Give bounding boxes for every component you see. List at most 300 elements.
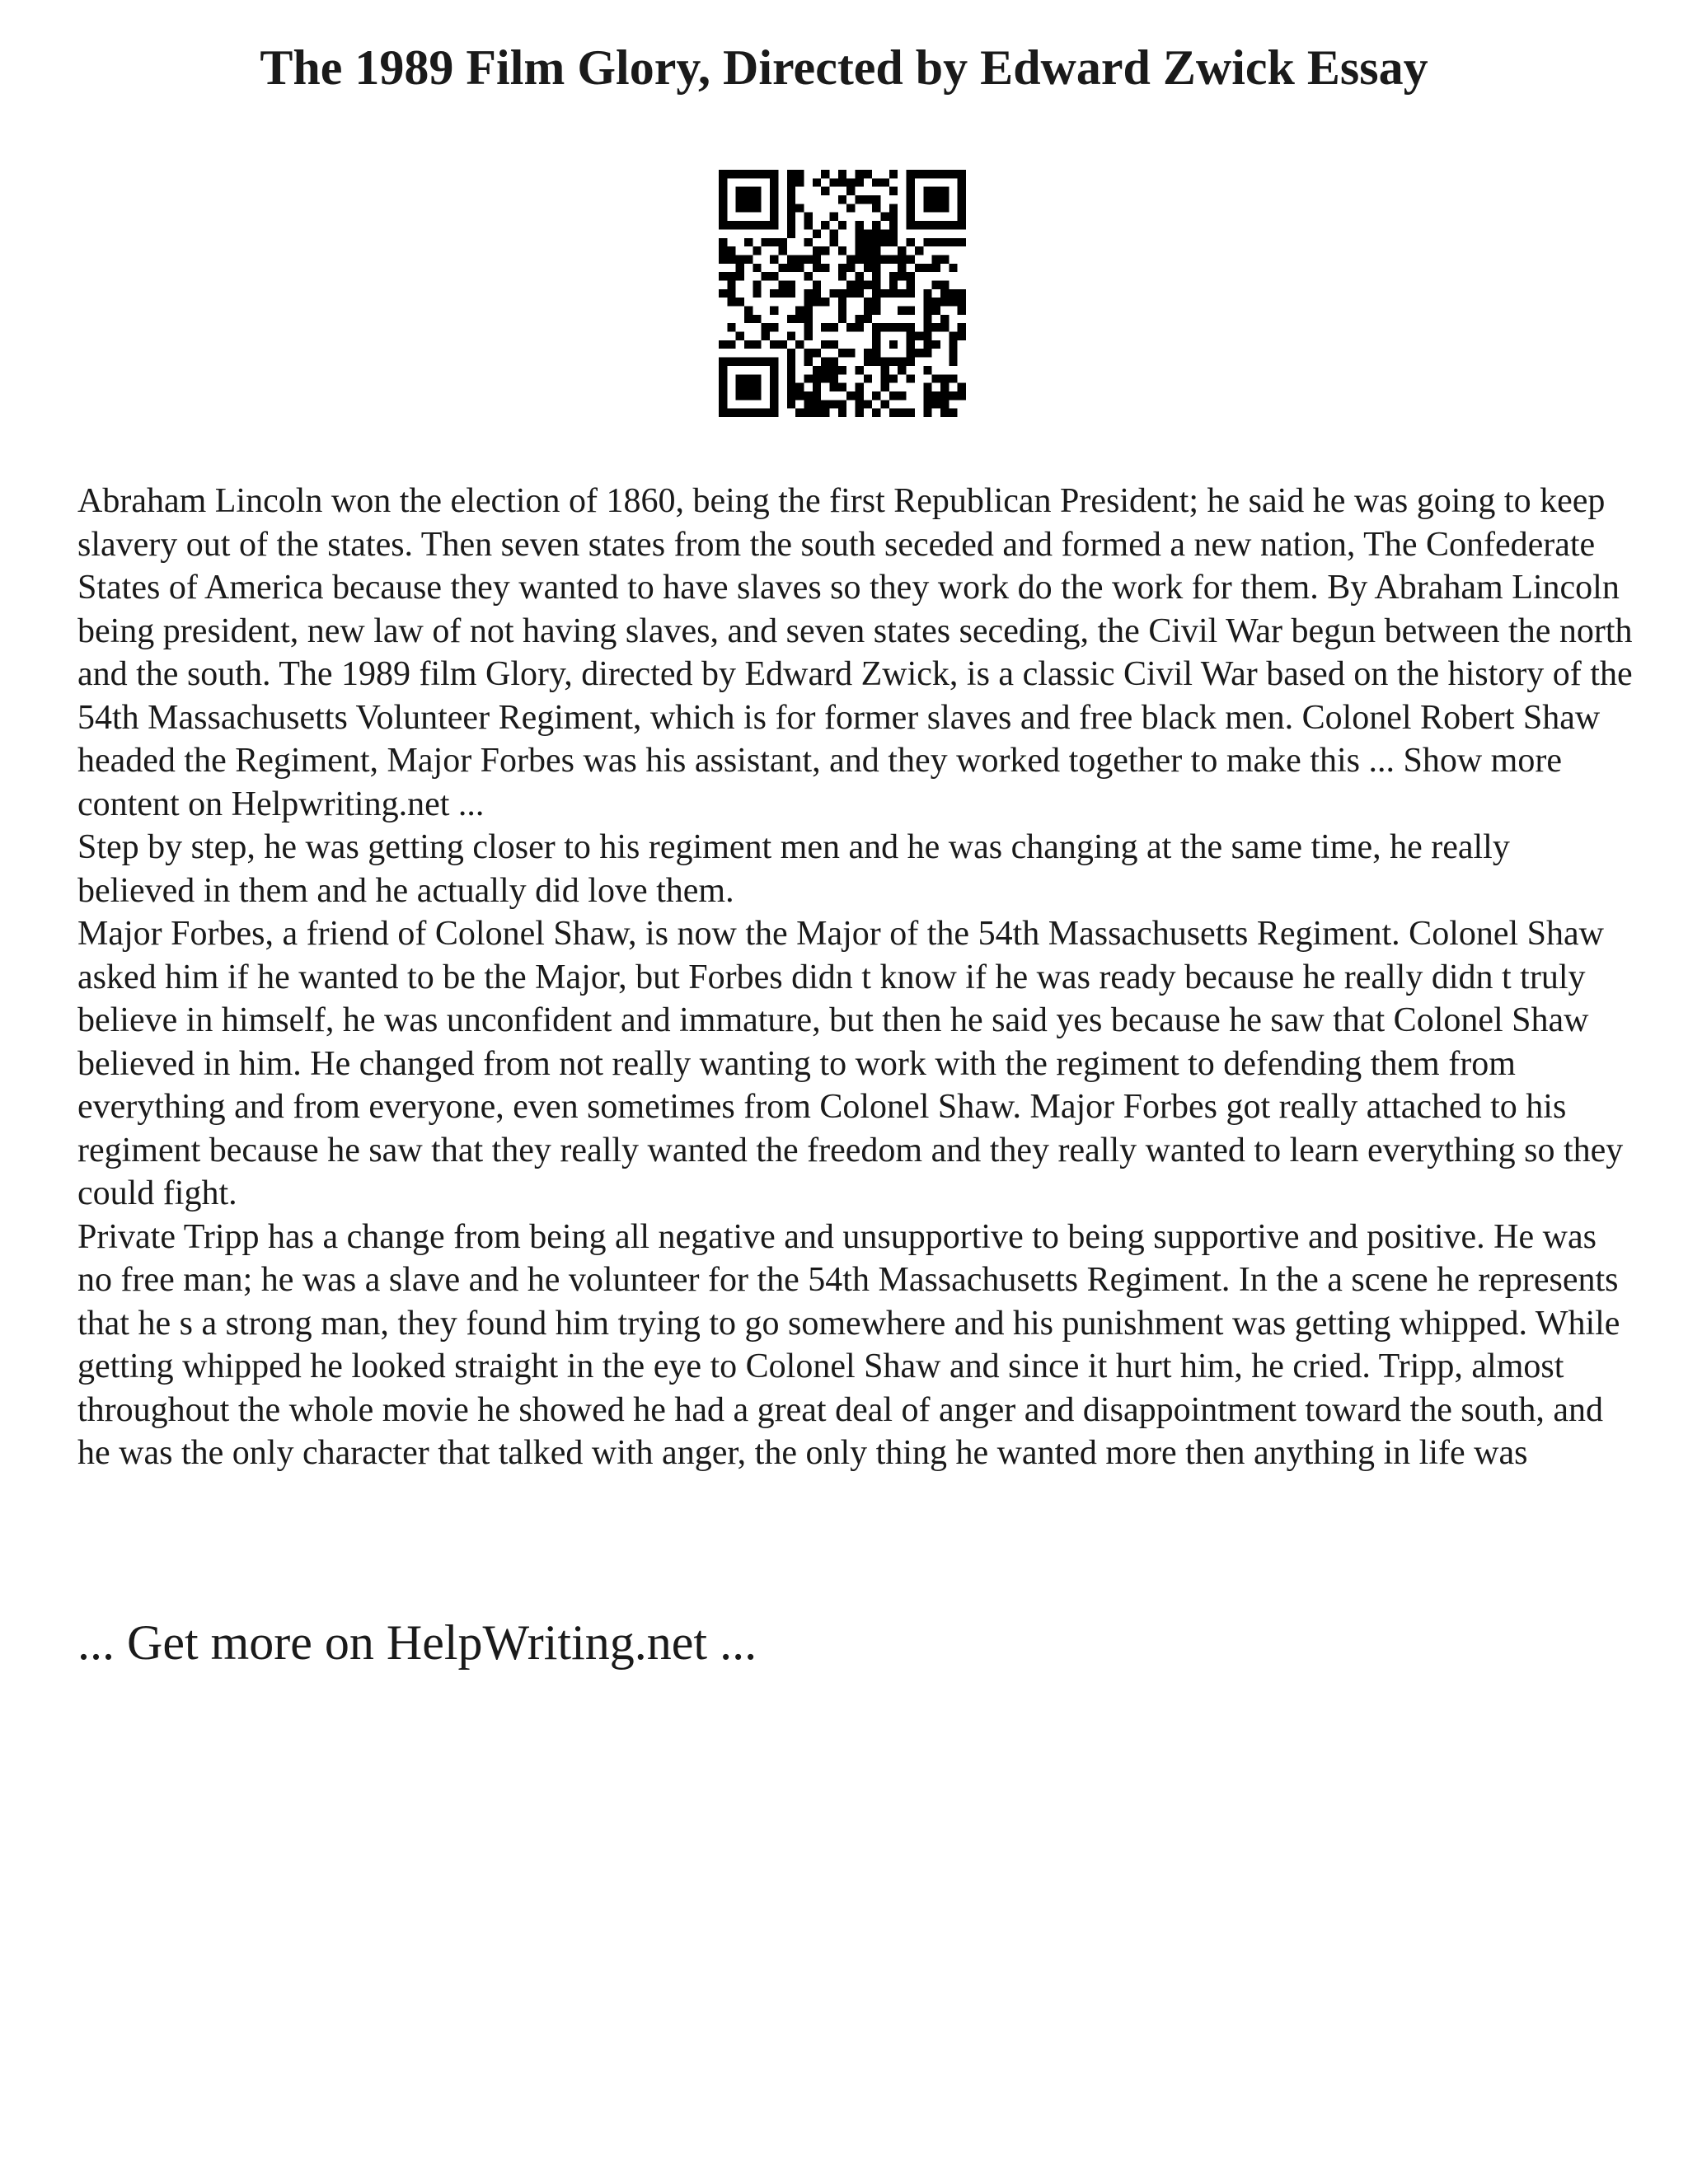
qr-module bbox=[829, 213, 837, 221]
qr-module bbox=[770, 178, 778, 186]
qr-module bbox=[881, 383, 889, 391]
qr-module bbox=[736, 221, 744, 229]
qr-module bbox=[813, 246, 821, 255]
qr-module bbox=[881, 238, 889, 246]
qr-module bbox=[821, 400, 829, 408]
qr-module bbox=[719, 391, 727, 400]
qr-module bbox=[958, 289, 966, 298]
qr-module bbox=[787, 264, 795, 272]
qr-module bbox=[864, 246, 872, 255]
qr-module bbox=[864, 280, 872, 288]
qr-module bbox=[838, 246, 846, 255]
qr-module bbox=[856, 400, 864, 408]
qr-module bbox=[778, 246, 786, 255]
qr-module bbox=[923, 409, 931, 417]
qr-module bbox=[856, 315, 864, 323]
qr-module bbox=[907, 170, 915, 178]
qr-module bbox=[846, 391, 855, 400]
qr-module bbox=[719, 195, 727, 204]
qr-module bbox=[744, 255, 753, 263]
qr-module bbox=[795, 340, 804, 349]
qr-module bbox=[898, 366, 906, 374]
qr-module bbox=[889, 221, 898, 229]
qr-module bbox=[719, 238, 727, 246]
qr-module bbox=[838, 298, 846, 306]
qr-module bbox=[787, 374, 795, 382]
qr-module bbox=[821, 323, 829, 331]
qr-module bbox=[787, 391, 795, 400]
qr-module bbox=[898, 307, 906, 315]
qr-module bbox=[744, 187, 753, 195]
qr-module bbox=[719, 187, 727, 195]
qr-module bbox=[753, 315, 761, 323]
qr-module bbox=[898, 409, 906, 417]
qr-module bbox=[770, 289, 778, 298]
qr-module bbox=[753, 374, 761, 382]
qr-module bbox=[864, 255, 872, 263]
qr-module bbox=[907, 349, 915, 357]
qr-module bbox=[762, 332, 770, 340]
qr-module bbox=[881, 255, 889, 263]
qr-module bbox=[881, 400, 889, 408]
qr-module bbox=[770, 255, 778, 263]
qr-module bbox=[736, 204, 744, 212]
qr-module bbox=[932, 221, 940, 229]
qr-module bbox=[940, 298, 949, 306]
qr-module bbox=[821, 340, 829, 349]
qr-module bbox=[770, 272, 778, 280]
qr-module bbox=[778, 340, 786, 349]
qr-module bbox=[804, 400, 812, 408]
qr-module bbox=[889, 323, 898, 331]
qr-module bbox=[881, 358, 889, 366]
qr-module bbox=[736, 383, 744, 391]
qr-module bbox=[727, 358, 735, 366]
qr-module bbox=[856, 280, 864, 288]
essay-body bbox=[77, 480, 1635, 1475]
qr-module bbox=[923, 340, 931, 349]
qr-module bbox=[838, 289, 846, 298]
qr-module bbox=[949, 238, 957, 246]
qr-module bbox=[804, 213, 812, 221]
qr-module bbox=[940, 280, 949, 288]
qr-module bbox=[838, 349, 846, 357]
qr-module bbox=[864, 374, 872, 382]
qr-module bbox=[932, 323, 940, 331]
qr-module bbox=[915, 264, 923, 272]
qr-module bbox=[940, 170, 949, 178]
qr-module bbox=[787, 349, 795, 357]
qr-module bbox=[915, 221, 923, 229]
qr-module bbox=[856, 170, 864, 178]
qr-module bbox=[719, 374, 727, 382]
qr-module bbox=[846, 349, 855, 357]
qr-module bbox=[804, 238, 812, 246]
qr-module bbox=[889, 340, 898, 349]
qr-module bbox=[762, 170, 770, 178]
qr-module bbox=[872, 409, 880, 417]
qr-module bbox=[923, 315, 931, 323]
qr-module bbox=[744, 204, 753, 212]
qr-module bbox=[744, 409, 753, 417]
qr-module bbox=[856, 366, 864, 374]
qr-module bbox=[940, 238, 949, 246]
qr-module bbox=[744, 195, 753, 204]
qr-module bbox=[864, 358, 872, 366]
qr-module bbox=[932, 400, 940, 408]
qr-module bbox=[940, 315, 949, 323]
qr-module bbox=[813, 400, 821, 408]
qr-module bbox=[762, 323, 770, 331]
qr-module bbox=[949, 349, 957, 357]
qr-module bbox=[813, 391, 821, 400]
qr-module bbox=[813, 280, 821, 288]
qr-module bbox=[753, 340, 761, 349]
qr-module bbox=[787, 170, 795, 178]
qr-module bbox=[813, 229, 821, 237]
qr-module bbox=[719, 358, 727, 366]
qr-module bbox=[804, 358, 812, 366]
qr-module bbox=[889, 255, 898, 263]
qr-module bbox=[744, 340, 753, 349]
qr-module bbox=[787, 400, 795, 408]
qr-module bbox=[872, 195, 880, 204]
qr-module bbox=[744, 238, 753, 246]
document-title: The 1989 Film Glory, Directed by Edward Zwick Essay bbox=[260, 40, 1428, 95]
qr-module bbox=[736, 170, 744, 178]
qr-module bbox=[932, 280, 940, 288]
qr-module bbox=[821, 358, 829, 366]
qr-module bbox=[762, 358, 770, 366]
qr-module bbox=[829, 238, 837, 246]
qr-module bbox=[881, 213, 889, 221]
qr-module bbox=[958, 221, 966, 229]
qr-module bbox=[753, 170, 761, 178]
qr-module bbox=[795, 315, 804, 323]
qr-module bbox=[838, 221, 846, 229]
qr-module bbox=[940, 195, 949, 204]
essay-paragraph: Private Tripp has a change from being all negative and unsupportive to being supportive and positive. He was no free man; he was a slave and he volunteer for the 54th Massachusetts Regiment. In the a scene he represents that he s a strong man, they found him trying to go somewhere and his punishment was getting whipped. While getting whipped he looked straight in the eye to Colonel Shaw and since it hurt him, he cried. Tripp, almost throughout the whole movie he showed he had a great deal of anger and disappointment toward the south, and he was the only character that talked with anger, the only thing he wanted more then anything in life was bbox=[77, 1217, 1620, 1472]
qr-module bbox=[940, 255, 949, 263]
qr-module bbox=[787, 178, 795, 186]
qr-module bbox=[923, 264, 931, 272]
qr-module bbox=[923, 332, 931, 340]
qr-module bbox=[958, 323, 966, 331]
qr-module bbox=[821, 409, 829, 417]
qr-module bbox=[719, 409, 727, 417]
qr-module bbox=[719, 170, 727, 178]
qr-module bbox=[872, 272, 880, 280]
qr-module bbox=[907, 187, 915, 195]
qr-module bbox=[770, 391, 778, 400]
qr-module bbox=[856, 323, 864, 331]
qr-module bbox=[949, 374, 957, 382]
qr-module bbox=[932, 307, 940, 315]
qr-module bbox=[856, 178, 864, 186]
qr-module bbox=[736, 409, 744, 417]
qr-module bbox=[736, 391, 744, 400]
qr-module bbox=[753, 391, 761, 400]
qr-module bbox=[719, 246, 727, 255]
qr-module bbox=[898, 272, 906, 280]
qr-module bbox=[949, 170, 957, 178]
qr-module bbox=[958, 213, 966, 221]
qr-module bbox=[795, 409, 804, 417]
qr-module bbox=[907, 332, 915, 340]
qr-module bbox=[932, 187, 940, 195]
qr-module bbox=[923, 307, 931, 315]
qr-module bbox=[778, 280, 786, 288]
qr-module bbox=[915, 349, 923, 357]
qr-module bbox=[787, 187, 795, 195]
qr-module bbox=[778, 264, 786, 272]
qr-module bbox=[872, 298, 880, 306]
qr-module bbox=[864, 238, 872, 246]
qr-module bbox=[846, 178, 855, 186]
qr-module bbox=[770, 213, 778, 221]
qr-module bbox=[762, 272, 770, 280]
qr-module bbox=[958, 204, 966, 212]
qr-module bbox=[940, 289, 949, 298]
qr-module bbox=[898, 255, 906, 263]
qr-module bbox=[813, 409, 821, 417]
qr-module bbox=[770, 238, 778, 246]
qr-module bbox=[736, 374, 744, 382]
qr-module bbox=[958, 238, 966, 246]
qr-module bbox=[838, 170, 846, 178]
qr-module bbox=[829, 366, 837, 374]
qr-module bbox=[821, 221, 829, 229]
qr-module bbox=[787, 383, 795, 391]
qr-module bbox=[864, 195, 872, 204]
qr-module bbox=[838, 307, 846, 315]
qr-module bbox=[736, 272, 744, 280]
qr-module bbox=[813, 374, 821, 382]
qr-module bbox=[958, 332, 966, 340]
qr-module bbox=[923, 366, 931, 374]
qr-module bbox=[813, 178, 821, 186]
qr-module bbox=[923, 195, 931, 204]
get-more-link[interactable]: ... Get more on HelpWriting.net ... bbox=[77, 1615, 757, 1670]
qr-module bbox=[907, 340, 915, 349]
qr-module bbox=[804, 315, 812, 323]
qr-module bbox=[821, 366, 829, 374]
qr-module bbox=[753, 221, 761, 229]
qr-module bbox=[727, 340, 735, 349]
qr-module bbox=[864, 264, 872, 272]
qr-module bbox=[804, 307, 812, 315]
qr-module bbox=[770, 366, 778, 374]
qr-module bbox=[821, 264, 829, 272]
qr-module bbox=[753, 246, 761, 255]
qr-module bbox=[949, 358, 957, 366]
qr-module bbox=[907, 178, 915, 186]
qr-module bbox=[804, 289, 812, 298]
qr-module bbox=[736, 187, 744, 195]
qr-module bbox=[872, 332, 880, 340]
qr-module bbox=[770, 383, 778, 391]
qr-module bbox=[838, 315, 846, 323]
qr-module bbox=[907, 238, 915, 246]
qr-module bbox=[727, 280, 735, 288]
qr-module bbox=[744, 170, 753, 178]
qr-module bbox=[795, 264, 804, 272]
qr-module bbox=[856, 383, 864, 391]
qr-module bbox=[804, 349, 812, 357]
qr-module bbox=[787, 289, 795, 298]
qr-module bbox=[907, 289, 915, 298]
qr-module bbox=[923, 391, 931, 400]
qr-module bbox=[932, 264, 940, 272]
qr-module bbox=[881, 374, 889, 382]
qr-module bbox=[923, 204, 931, 212]
qr-module bbox=[907, 272, 915, 280]
qr-module bbox=[804, 391, 812, 400]
qr-module bbox=[736, 298, 744, 306]
qr-module bbox=[907, 255, 915, 263]
qr-module bbox=[958, 383, 966, 391]
qr-module bbox=[872, 221, 880, 229]
qr-module bbox=[778, 289, 786, 298]
qr-module bbox=[829, 358, 837, 366]
qr-module bbox=[889, 289, 898, 298]
qr-module bbox=[829, 178, 837, 186]
qr-module bbox=[856, 391, 864, 400]
qr-module bbox=[787, 204, 795, 212]
qr-module bbox=[804, 255, 812, 263]
qr-module bbox=[813, 298, 821, 306]
qr-module bbox=[829, 383, 837, 391]
qr-module bbox=[727, 246, 735, 255]
qr-module bbox=[787, 255, 795, 263]
qr-module bbox=[787, 221, 795, 229]
qr-module bbox=[770, 187, 778, 195]
qr-module bbox=[958, 195, 966, 204]
qr-module bbox=[898, 246, 906, 255]
qr-module bbox=[838, 366, 846, 374]
qr-module bbox=[923, 323, 931, 331]
qr-module bbox=[753, 383, 761, 391]
qr-module bbox=[813, 349, 821, 357]
qr-module bbox=[787, 229, 795, 237]
qr-module bbox=[770, 204, 778, 212]
qr-module bbox=[940, 204, 949, 212]
qr-module bbox=[813, 255, 821, 263]
qr-module bbox=[864, 170, 872, 178]
qr-module bbox=[907, 307, 915, 315]
qr-module bbox=[821, 187, 829, 195]
qr-module bbox=[719, 272, 727, 280]
qr-module bbox=[907, 221, 915, 229]
qr-module bbox=[719, 178, 727, 186]
qr-module bbox=[719, 400, 727, 408]
qr-module bbox=[829, 340, 837, 349]
qr-module bbox=[719, 204, 727, 212]
qr-module bbox=[881, 178, 889, 186]
qr-module bbox=[940, 187, 949, 195]
qr-module bbox=[915, 170, 923, 178]
qr-module bbox=[872, 358, 880, 366]
qr-module bbox=[940, 221, 949, 229]
qr-module bbox=[770, 221, 778, 229]
qr-module bbox=[787, 213, 795, 221]
qr-module bbox=[719, 213, 727, 221]
qr-module bbox=[949, 221, 957, 229]
qr-module bbox=[838, 264, 846, 272]
qr-module bbox=[804, 323, 812, 331]
qr-module bbox=[856, 246, 864, 255]
essay-paragraph: Step by step, he was getting closer to his regiment men and he was changing at the same time, he really believed in them and he actually did love them. bbox=[77, 828, 1510, 910]
qr-module bbox=[932, 170, 940, 178]
essay-paragraph: Abraham Lincoln won the election of 1860, being the first Republican President; he said he was going to keep slavery out of the states. Then seven states from the south seceded and formed a new nation, The Confederate States of America because they wanted to have slaves so they work do the work for them. By Abraham Lincoln being president, new law of not having slaves, and seven states seceding, the Civil War begun between the north and the south. The 1989 film Glory, directed by Edward Zwick, is a classic Civil War based on the history of the 54th Massachusetts Volunteer Regiment, which is for former slaves and free black men. Colonel Robert Shaw headed the Regiment, Major Forbes was his assistant, and they worked together to make this ... Show more content on Helpwriting.net ... bbox=[77, 482, 1633, 823]
qr-module bbox=[872, 264, 880, 272]
qr-module bbox=[736, 255, 744, 263]
qr-module bbox=[872, 229, 880, 237]
qr-module bbox=[795, 391, 804, 400]
qr-module bbox=[864, 349, 872, 357]
qr-module bbox=[753, 280, 761, 288]
qr-module bbox=[898, 323, 906, 331]
qr-module bbox=[727, 298, 735, 306]
qr-module bbox=[727, 289, 735, 298]
qr-module bbox=[795, 170, 804, 178]
qr-module bbox=[864, 400, 872, 408]
qr-module bbox=[958, 298, 966, 306]
qr-module bbox=[889, 280, 898, 288]
qr-module bbox=[932, 255, 940, 263]
qr-module bbox=[787, 358, 795, 366]
essay-paragraph: Major Forbes, a friend of Colonel Shaw, is now the Major of the 54th Massachusetts Regiment. Colonel Shaw asked him if he wanted to be the Major, but Forbes didn t know if he was ready because he really didn t truly believe in himself, he was unconfident and immature, but then he said yes because he saw that Colonel Shaw believed in him. He changed from not really wanting to work with the regiment to defending them from everything and from everyone, even sometimes from Colonel Shaw. Major Forbes got really attached to his regiment because he saw that they really wanted the freedom and they really wanted to learn everything so they could fight. bbox=[77, 915, 1624, 1212]
qr-module bbox=[932, 374, 940, 382]
qr-module bbox=[872, 204, 880, 212]
qr-module bbox=[932, 195, 940, 204]
qr-module bbox=[813, 289, 821, 298]
qr-module bbox=[923, 221, 931, 229]
qr-module bbox=[753, 187, 761, 195]
qr-module bbox=[762, 409, 770, 417]
qr-module bbox=[744, 374, 753, 382]
qr-module bbox=[881, 289, 889, 298]
qr-module bbox=[719, 289, 727, 298]
qr-module bbox=[889, 229, 898, 237]
qr-module bbox=[804, 298, 812, 306]
qr-module bbox=[940, 391, 949, 400]
qr-module bbox=[940, 323, 949, 331]
qr-module bbox=[881, 366, 889, 374]
qr-module bbox=[923, 289, 931, 298]
qr-module bbox=[770, 358, 778, 366]
qr-module bbox=[736, 195, 744, 204]
qr-module bbox=[795, 307, 804, 315]
qr-module bbox=[958, 391, 966, 400]
qr-module bbox=[787, 366, 795, 374]
qr-module bbox=[872, 349, 880, 357]
qr-module bbox=[872, 307, 880, 315]
qr-module bbox=[736, 358, 744, 366]
qr-module bbox=[856, 289, 864, 298]
qr-module bbox=[727, 170, 735, 178]
qr-module bbox=[907, 204, 915, 212]
qr-module bbox=[856, 229, 864, 237]
qr-module bbox=[949, 264, 957, 272]
qr-module bbox=[744, 391, 753, 400]
qr-module bbox=[907, 409, 915, 417]
qr-module bbox=[949, 289, 957, 298]
qr-module bbox=[727, 323, 735, 331]
qr-module bbox=[813, 264, 821, 272]
qr-module bbox=[829, 323, 837, 331]
qr-module bbox=[719, 340, 727, 349]
